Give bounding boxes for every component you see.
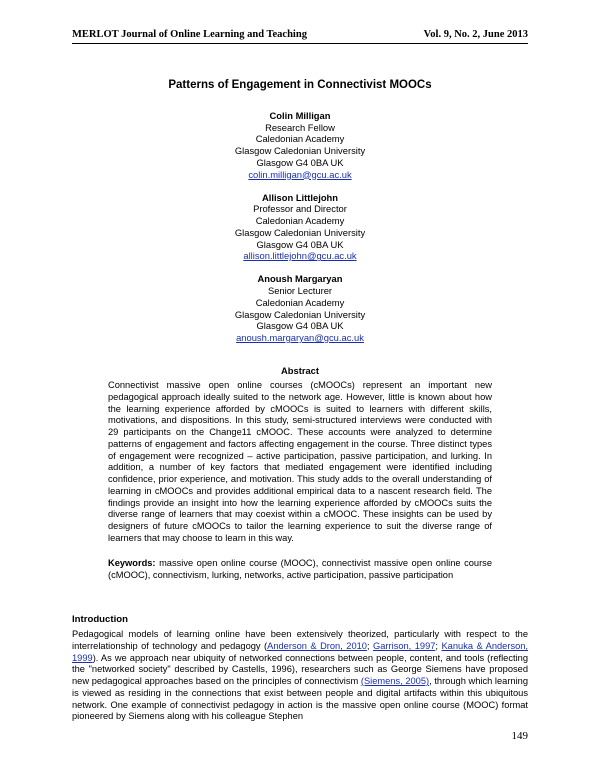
citation-link[interactable]: (Siemens, 2005) bbox=[360, 676, 430, 686]
intro-text-2: ). As we approach near ubiquity of networked connections between people, content, and tools (reflecting the "networked society" described by Castells, 1996), researchers such as George Siemens have proposed new pedagogical approaches based on the principles of connectivism bbox=[72, 652, 528, 686]
citation-link[interactable]: Kanuka & Anderson, 1999 bbox=[72, 640, 529, 663]
running-header bbox=[72, 29, 528, 44]
citation-separator: ; bbox=[366, 640, 374, 651]
journal-name: MERLOT Journal of Online Learning and Teaching bbox=[72, 29, 307, 40]
author-name: Allison Littlejohn bbox=[261, 191, 339, 203]
abstract-text: Connectivist massive open online courses (cMOOCs) represent an important new pedagogical approach ideally suited to the network age. However, little is known about how the learning experience afforded by cMOOCs is suited to learners with different skills, motivations, and dispositions. In this study, semi-structured interviews were conducted with 29 participants on the Change11 cMOOC. These accounts were analyzed to determine patterns of engagement and factors affecting engagement in the course. Three distinct types of engagement were recognized – active participation, passive participation, and lurking. In addition, a number of key factors that mediated engagement were identified including confidence, prior experience, and motivation. This study adds to the overall understanding of learning in cMOOCs and provides additional empirical data to a nascent research field. The findings provide an insight into how the learning experience afforded by cMOOCs suits the diverse range of learners that may coexist within a cMOOC. These insights can be used by designers of future cMOOCs to tailor the learning experience to suit the diverse range of learners that may choose to learn in this way. bbox=[108, 380, 492, 543]
author-address: Glasgow G4 0BA UK bbox=[256, 156, 344, 168]
author-block bbox=[0, 110, 600, 355]
author-institution: Glasgow Caledonian University bbox=[234, 145, 366, 157]
keywords bbox=[108, 558, 492, 582]
author-institution: Glasgow Caledonian University bbox=[234, 226, 366, 238]
intro-text-3: , through which learning is viewed as residing in the connections that exist between people and digital artifacts within this ubiquitous network. One example of connectivist pedagogy in action is the massive open online course (MOOC) format pioneered by Siemens along with his colleague Stephen bbox=[72, 676, 528, 722]
issue-info: Vol. 9, No. 2, June 2013 bbox=[423, 29, 528, 40]
page-number: 149 bbox=[511, 730, 528, 742]
introduction-paragraph bbox=[72, 629, 528, 723]
author-title: Research Fellow bbox=[265, 121, 335, 133]
intro-text-1: Pedagogical models of learning online have been extensively theorized, particularly with respect to the interrelationship of technology and pedagogy ( bbox=[72, 629, 528, 651]
keywords-text: massive open online course (MOOC), connectivist massive open online course (cMOOC), connectivism, lurking, networks, active participation, passive participation bbox=[108, 558, 492, 580]
author-email-link[interactable]: allison.littlejohn@gcu.ac.uk bbox=[243, 250, 357, 262]
author-address: Glasgow G4 0BA UK bbox=[256, 320, 344, 332]
citation-link[interactable]: Anderson & Dron, 2010 bbox=[267, 640, 367, 651]
author-institution: Glasgow Caledonian University bbox=[234, 308, 366, 320]
citation-separator: ; bbox=[435, 640, 442, 651]
author-name: Colin Milligan bbox=[269, 110, 331, 121]
author-email-link[interactable]: colin.milligan@gcu.ac.uk bbox=[248, 168, 352, 180]
author-name: Anoush Margaryan bbox=[257, 273, 343, 285]
citation-link[interactable]: Garrison, 1997 bbox=[373, 640, 436, 651]
author-title: Professor and Director bbox=[253, 203, 347, 215]
author-address: Glasgow G4 0BA UK bbox=[256, 238, 344, 250]
author-entry bbox=[0, 192, 600, 262]
author-department: Caledonian Academy bbox=[255, 296, 345, 308]
author-title: Senior Lecturer bbox=[267, 285, 333, 297]
paper-title: Patterns of Engagement in Connectivist MOOCs bbox=[168, 79, 432, 91]
author-entry bbox=[0, 273, 600, 343]
author-email-link[interactable]: anoush.margaryan@gcu.ac.uk bbox=[236, 331, 364, 343]
author-entry bbox=[0, 110, 600, 180]
author-department: Caledonian Academy bbox=[255, 215, 345, 227]
keywords-label: Keywords: bbox=[108, 558, 156, 568]
author-department: Caledonian Academy bbox=[255, 133, 345, 145]
introduction-heading: Introduction bbox=[72, 614, 128, 625]
abstract-heading: Abstract bbox=[280, 365, 320, 376]
